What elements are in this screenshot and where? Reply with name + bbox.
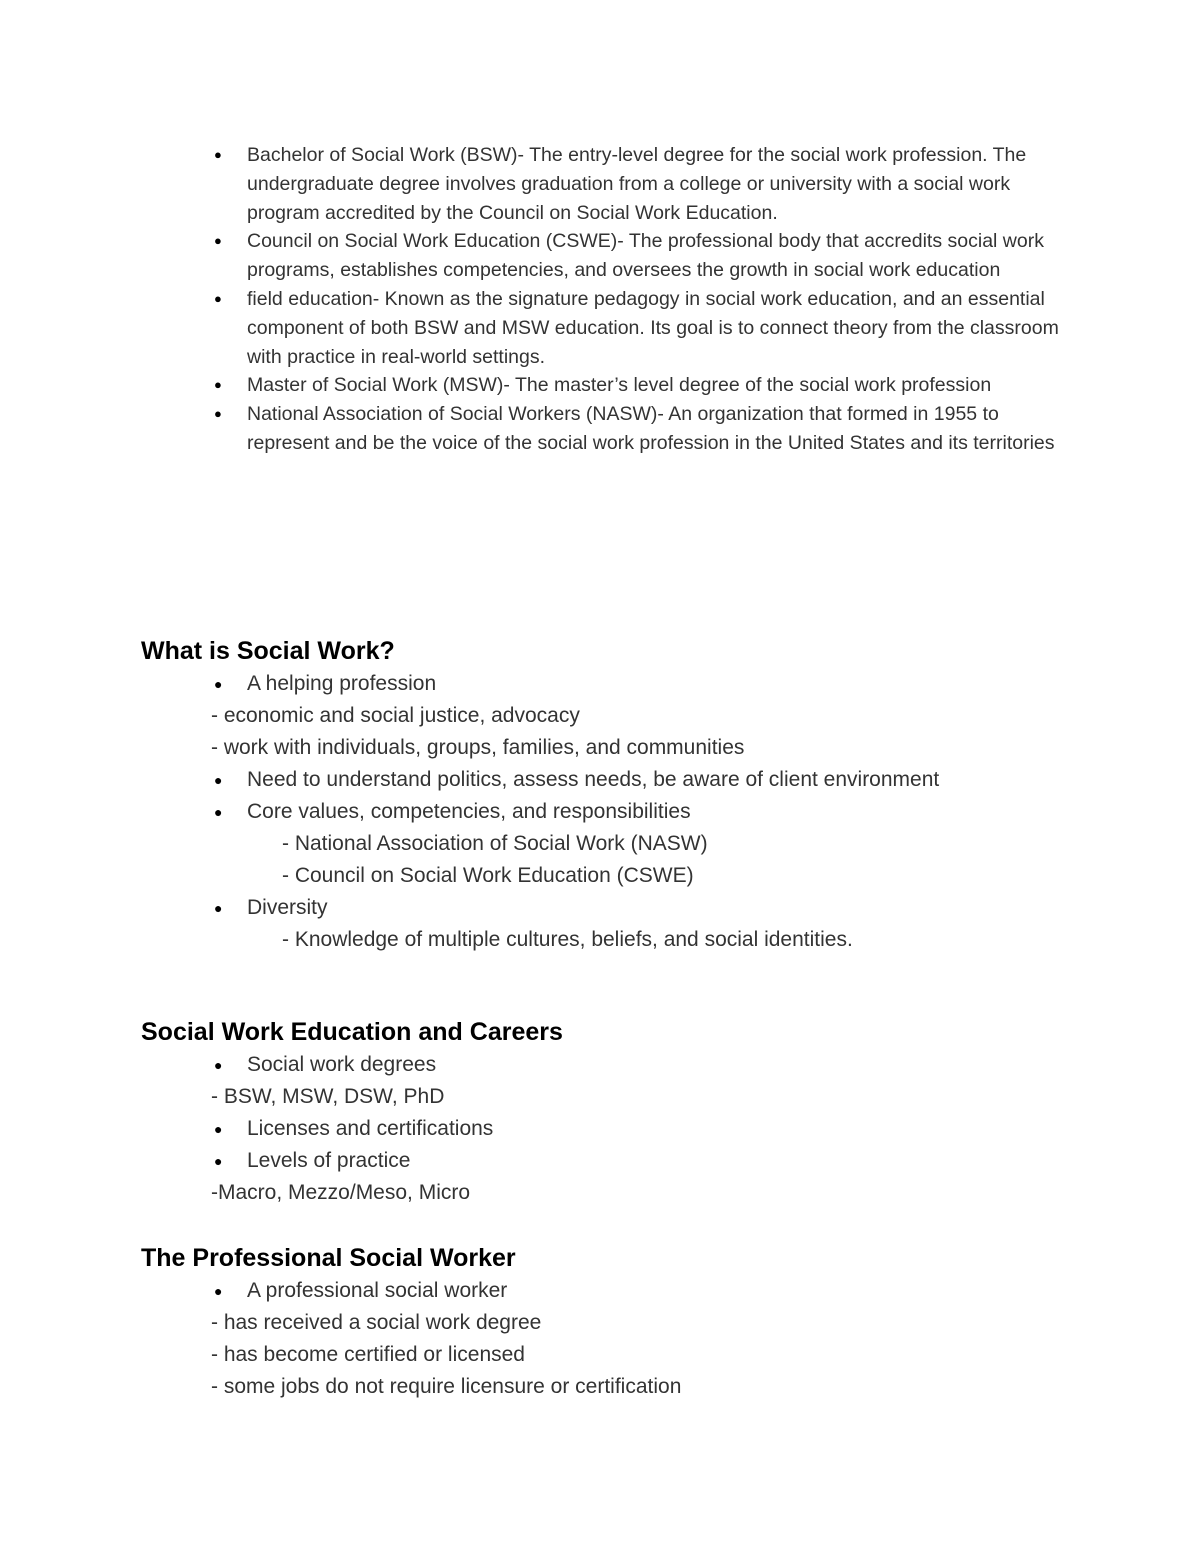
bullet-icon: ● [214,900,223,916]
line-text: - has received a social work degree [211,1311,542,1334]
list-item [141,1339,1141,1371]
list-item [210,400,1070,458]
section-heading: The Professional Social Worker [141,1244,516,1272]
list-item [210,227,1070,285]
glossary-text: Council on Social Work Education (CSWE)- The professional body that accredits social work programs, establishes competencies, and oversees the growth in social work education [247,230,1044,282]
glossary-text: Bachelor of Social Work (BSW)- The entry-level degree for the social work profession. The undergraduate degree involves graduation from a college or university with a social work program accredited by the Council on Social Work Education. [247,144,1027,224]
bullet-icon: ● [214,233,222,249]
line-text: Licenses and certifications [247,1117,494,1140]
line-text: - some jobs do not require licensure or certification [211,1375,682,1398]
list-item [141,668,1141,700]
bullet-icon: ● [214,1153,223,1169]
list-item [141,860,1141,892]
list-item [141,1081,1141,1113]
list-item [141,732,1141,764]
list-item [141,700,1141,732]
list-item [141,1371,1141,1403]
line-text: - work with individuals, groups, families, and communities [211,736,745,759]
line-text: - National Association of Social Work (NASW) [282,832,708,855]
line-text: - economic and social justice, advocacy [211,704,580,727]
list-item [210,285,1070,371]
list-item [141,1275,1141,1307]
line-text: - BSW, MSW, DSW, PhD [211,1085,445,1108]
bullet-icon: ● [214,377,222,393]
list-item [141,764,1141,796]
line-text: - has become certified or licensed [211,1343,525,1366]
bullet-icon: ● [214,676,223,692]
section-what-is-social-work [141,634,1141,956]
list-item [141,1145,1141,1177]
list-item [141,796,1141,828]
list-item [141,892,1141,924]
bullet-icon: ● [214,804,223,820]
list-item [210,141,1070,227]
list-item [141,1307,1141,1339]
line-text: Core values, competencies, and responsibilities [247,800,691,823]
line-text: A helping profession [247,672,437,695]
glossary-text: National Association of Social Workers (NASW)- An organization that formed in 1955 to represent and be the voice of the social work profession in the United States and its territories [247,403,1055,454]
glossary-list [210,141,1070,458]
section-heading: What is Social Work? [141,637,395,665]
bullet-icon: ● [214,1283,223,1299]
section-professional-social-worker [141,1241,1141,1403]
glossary-text: field education- Known as the signature pedagogy in social work education, and an essential component of both BSW and MSW education. Its goal is to connect theory from the classroom with practice in real-world settings. [247,287,1059,368]
list-item [141,924,1141,956]
line-text: - Council on Social Work Education (CSWE) [282,864,694,887]
line-text: - Knowledge of multiple cultures, beliefs, and social identities. [282,928,853,951]
list-item [141,828,1141,860]
line-text: -Macro, Mezzo/Meso, Micro [211,1181,471,1204]
bullet-icon: ● [214,772,223,788]
section-education-and-careers [141,1015,1141,1209]
line-text: A professional social worker [247,1279,508,1302]
list-item [141,1113,1141,1145]
line-text: Social work degrees [247,1053,437,1076]
section-heading: Social Work Education and Careers [141,1018,563,1046]
bullet-icon: ● [214,406,222,422]
list-item [141,1049,1141,1081]
glossary-text: Master of Social Work (MSW)- The master’s level degree of the social work profession [247,374,992,397]
bullet-icon: ● [214,290,222,306]
line-text: Levels of practice [247,1149,411,1172]
list-item [210,371,1070,400]
bullet-icon: ● [214,1057,223,1073]
line-text: Need to understand politics, assess needs, be aware of client environment [247,768,940,791]
line-text: Diversity [247,896,328,919]
list-item [141,1177,1141,1209]
bullet-icon: ● [214,1121,223,1137]
bullet-icon: ● [214,147,222,162]
